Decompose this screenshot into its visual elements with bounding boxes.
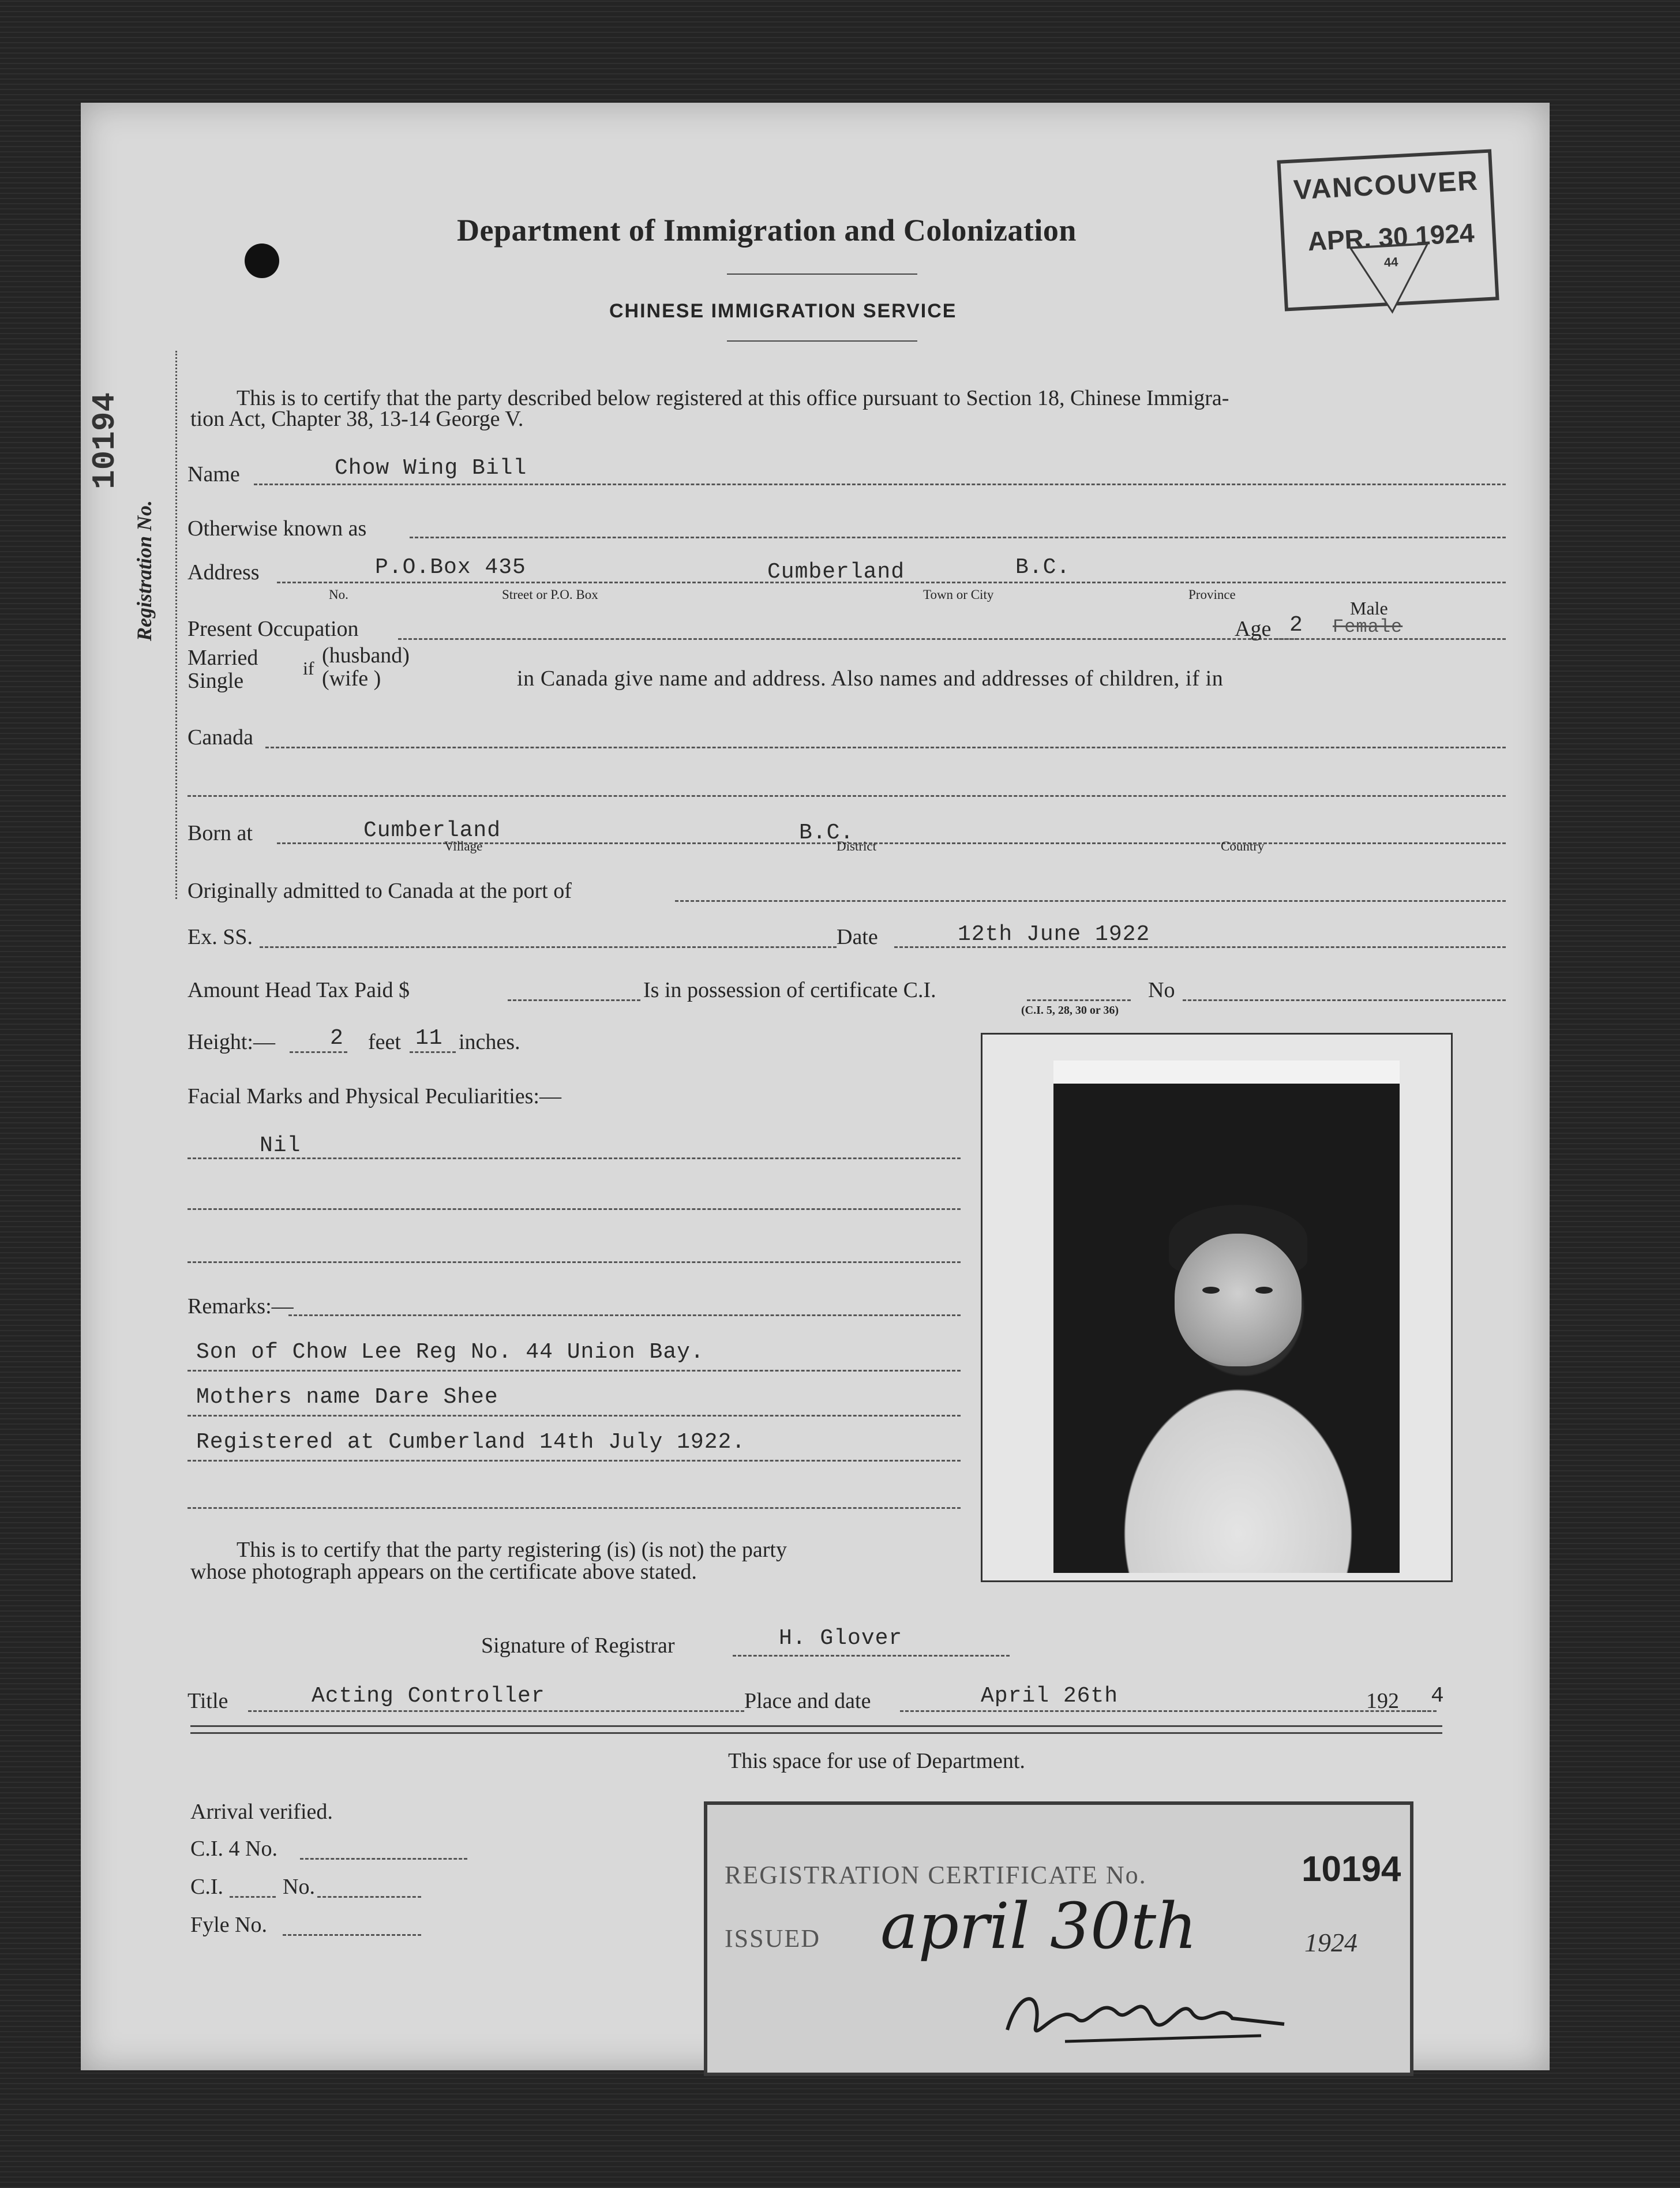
name-value: Chow Wing Bill xyxy=(335,456,527,481)
service-rule xyxy=(727,340,917,342)
canada-line-2 xyxy=(187,795,1506,797)
facial-line-2 xyxy=(187,1208,961,1210)
facial-value: Nil xyxy=(260,1133,301,1158)
place-date-line xyxy=(900,1710,1431,1712)
canada-line xyxy=(265,747,1506,748)
height-inches-line xyxy=(410,1051,456,1053)
certificate-handwritten-date: april 30th xyxy=(880,1889,1197,1963)
headtax-label: Amount Head Tax Paid $ xyxy=(187,978,410,1002)
handwritten-signature xyxy=(996,1978,1296,2059)
department-title: Department of Immigration and Colonization xyxy=(457,213,1077,248)
inches-label: inches. xyxy=(459,1030,520,1054)
remarks-line-2: Mothers name Dare Shee xyxy=(196,1385,498,1410)
height-label: Height:— xyxy=(187,1030,275,1054)
date-value: 12th June 1922 xyxy=(958,922,1150,947)
otherwise-label: Otherwise known as xyxy=(187,516,367,541)
address-no-caption: No. xyxy=(329,587,348,602)
signature-line xyxy=(733,1655,1010,1657)
title-value: Acting Controller xyxy=(312,1684,545,1709)
year-line xyxy=(1402,1710,1437,1712)
country-caption: Country xyxy=(1221,839,1265,853)
signature-label: Signature of Registrar xyxy=(481,1633,675,1658)
signature-value: H. Glover xyxy=(779,1626,903,1651)
age-line xyxy=(1275,638,1506,640)
height-feet-value: 2 xyxy=(330,1026,344,1051)
side-registration-label: Registration No. xyxy=(133,500,156,642)
address-town-value: Cumberland xyxy=(767,560,905,585)
exss-line xyxy=(260,946,837,948)
husband-label: (husband) xyxy=(322,643,410,668)
occupation-line xyxy=(398,638,1298,640)
canada-label: Canada xyxy=(187,725,253,750)
remarks-underline-4 xyxy=(187,1507,961,1509)
address-province-caption: Province xyxy=(1188,587,1236,602)
born-district-value: B.C. xyxy=(799,820,854,845)
photo-certify-line-2: whose photograph appears on the certificate above stated. xyxy=(190,1560,697,1584)
title-line xyxy=(248,1710,744,1712)
address-street-caption: Street or P.O. Box xyxy=(502,587,598,602)
title-label: Title xyxy=(187,1689,228,1713)
admitted-label: Originally admitted to Canada at the port of xyxy=(187,879,572,903)
village-caption: Village xyxy=(444,839,483,853)
department-use-heading: This space for use of Department. xyxy=(728,1749,1025,1773)
name-line xyxy=(254,484,1506,485)
received-stamp xyxy=(1277,149,1499,311)
fyle-label: Fyle No. xyxy=(190,1913,267,1937)
sex-male-label: Male xyxy=(1350,598,1388,619)
place-date-value: April 26th xyxy=(981,1684,1119,1709)
photo-certify-line-1: This is to certify that the party registering (is) (is not) the party xyxy=(237,1538,787,1562)
remarks-label: Remarks:— xyxy=(187,1294,294,1318)
ci-label: C.I. xyxy=(190,1875,223,1899)
children-text: in Canada give name and address. Also names and addresses of children, if in xyxy=(517,666,1224,691)
wife-label: (wife ) xyxy=(322,666,381,691)
name-label: Name xyxy=(187,462,240,486)
remarks-line-0 xyxy=(288,1314,961,1316)
photo-eye-left xyxy=(1202,1287,1220,1294)
remarks-line-3: Registered at Cumberland 14th July 1922. xyxy=(196,1430,746,1455)
feet-label: feet xyxy=(368,1030,401,1054)
married-label: Married xyxy=(187,646,258,670)
address-province-value: B.C. xyxy=(1015,555,1071,580)
possession-label: Is in possession of certificate C.I. xyxy=(643,978,936,1002)
registration-certificate-stamp xyxy=(704,1801,1413,2076)
occupation-label: Present Occupation xyxy=(187,617,359,641)
photo-eye-right xyxy=(1255,1287,1273,1294)
department-rule-2 xyxy=(190,1732,1442,1734)
facial-line-3 xyxy=(187,1261,961,1263)
ci-line-blank xyxy=(230,1896,276,1898)
height-feet-line xyxy=(290,1051,347,1053)
remarks-line-1: Son of Chow Lee Reg No. 44 Union Bay. xyxy=(196,1340,704,1365)
admitted-line xyxy=(675,900,1506,902)
applicant-photograph xyxy=(1053,1061,1400,1573)
sex-female-struck: Female xyxy=(1333,616,1403,638)
date-label: Date xyxy=(837,925,878,949)
year-prefix: 192 xyxy=(1366,1689,1399,1713)
received-stamp-number: 44 xyxy=(1383,254,1399,270)
received-stamp-city: VANCOUVER xyxy=(1292,165,1480,206)
year-suffix: 4 xyxy=(1431,1684,1445,1709)
arrival-label: Arrival verified. xyxy=(190,1800,333,1824)
certify-line-1: This is to certify that the party described below registered at this office pursuant to Section 18, Chinese Immigra- xyxy=(237,386,1229,410)
certificate-stamp-issued: ISSUED xyxy=(725,1924,821,1953)
ci-caption: (C.I. 5, 28, 30 or 36) xyxy=(1021,1004,1119,1017)
born-village-value: Cumberland xyxy=(363,818,501,843)
height-inches-value: 11 xyxy=(415,1026,443,1051)
address-label: Address xyxy=(187,560,260,585)
margin-dotted-line xyxy=(175,351,177,899)
punch-hole xyxy=(245,243,279,278)
if-label: if xyxy=(303,658,314,679)
address-street-value: P.O.Box 435 xyxy=(375,555,526,580)
district-caption: District xyxy=(837,839,876,853)
certificate-stamp-year: 1924 xyxy=(1304,1928,1357,1957)
ci-no-label-2: No. xyxy=(283,1875,315,1899)
ci-no-line xyxy=(1183,999,1506,1001)
remarks-underline-2 xyxy=(187,1415,961,1417)
born-label: Born at xyxy=(187,821,253,845)
headtax-line xyxy=(508,999,640,1001)
certificate-stamp-number: 10194 xyxy=(1302,1849,1401,1889)
exss-label: Ex. SS. xyxy=(187,925,253,949)
received-stamp-date: APR. 30 1924 xyxy=(1307,218,1475,257)
department-rule-1 xyxy=(190,1725,1442,1727)
single-label: Single xyxy=(187,669,244,693)
fyle-line xyxy=(283,1934,421,1936)
photo-face xyxy=(1175,1234,1302,1366)
certify-line-2: tion Act, Chapter 38, 13-14 George V. xyxy=(190,407,524,431)
ci-no-label: No xyxy=(1148,978,1175,1002)
side-registration-number: 10194 xyxy=(87,392,123,489)
age-label: Age xyxy=(1235,617,1272,641)
ci-no-line-2 xyxy=(317,1896,421,1898)
otherwise-line xyxy=(410,537,1506,538)
service-title: CHINESE IMMIGRATION SERVICE xyxy=(609,300,957,322)
certificate-stamp-line1: REGISTRATION CERTIFICATE No. xyxy=(725,1861,1147,1889)
ci-line xyxy=(1027,999,1131,1001)
ci4-label: C.I. 4 No. xyxy=(190,1837,278,1861)
title-rule xyxy=(727,274,917,275)
ci4-line xyxy=(300,1858,467,1860)
remarks-underline-1 xyxy=(187,1370,961,1372)
age-value: 2 xyxy=(1289,613,1303,638)
remarks-underline-3 xyxy=(187,1460,961,1462)
certificate-page xyxy=(81,103,1550,2070)
facial-label: Facial Marks and Physical Peculiarities:— xyxy=(187,1084,561,1108)
address-town-caption: Town or City xyxy=(923,587,994,602)
facial-line-1 xyxy=(187,1157,961,1159)
place-date-label: Place and date xyxy=(744,1689,871,1713)
